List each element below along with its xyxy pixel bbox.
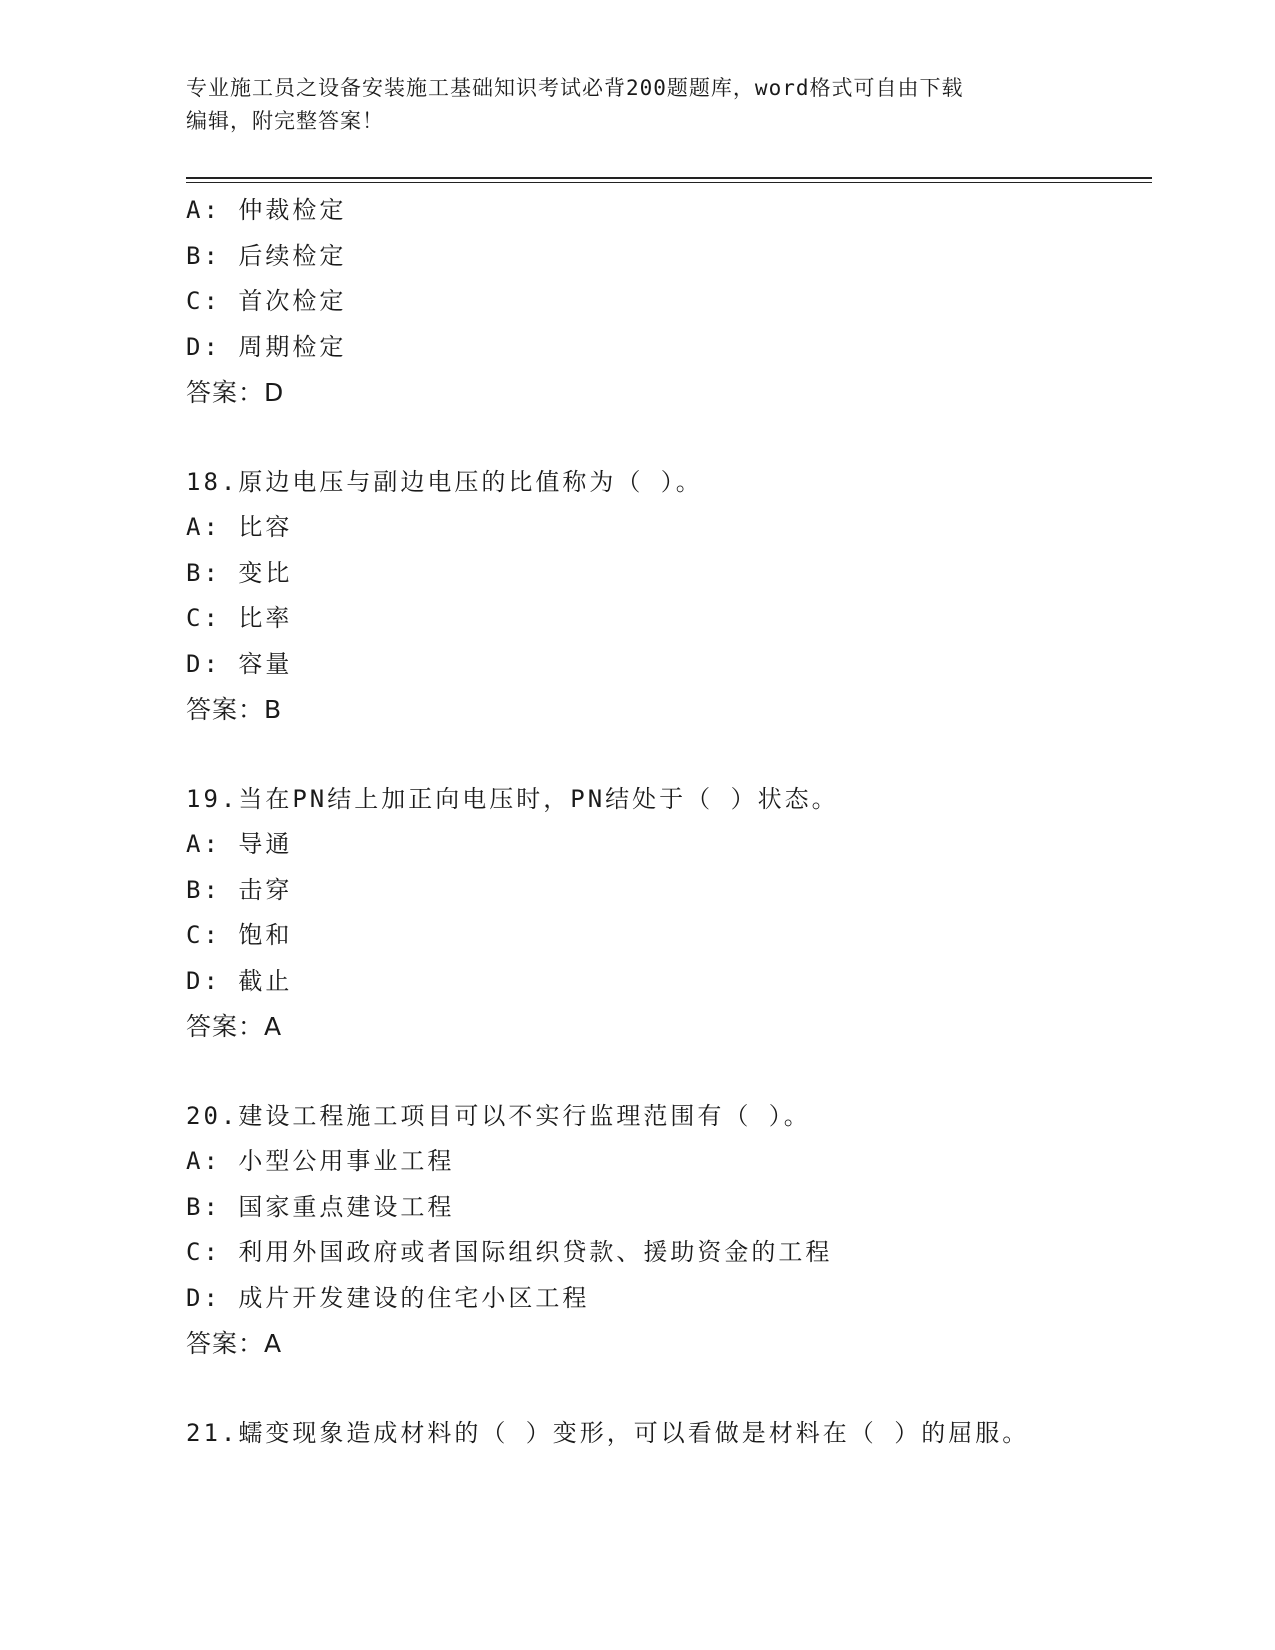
question-17-block [186, 188, 1152, 416]
option-a: A: 仲裁检定 [186, 196, 347, 224]
question-text: 20.建设工程施工项目可以不实行监理范围有（ ）。 [186, 1101, 811, 1130]
question-list [186, 188, 1152, 1456]
option-a: A: 比容 [186, 513, 293, 541]
answer-line: 答案：A [186, 1329, 283, 1358]
question-text: 21.蠕变现象造成材料的（ ）变形，可以看做是材料在（ ）的屈服。 [186, 1418, 1030, 1447]
answer-line: 答案：D [186, 378, 285, 407]
question-text: 18.原边电压与副边电压的比值称为（ ）。 [186, 467, 703, 496]
question-21-block [186, 1411, 1152, 1457]
question-18-block [186, 460, 1152, 733]
option-a: A: 导通 [186, 830, 293, 858]
question-20-block [186, 1094, 1152, 1367]
spacer [186, 1050, 1152, 1094]
option-c: C: 首次检定 [186, 287, 347, 315]
question-19-block [186, 777, 1152, 1050]
option-b: B: 后续检定 [186, 241, 347, 270]
spacer [186, 416, 1152, 460]
option-a: A: 小型公用事业工程 [186, 1147, 455, 1175]
option-d: D: 截止 [186, 966, 293, 995]
option-c: C: 利用外国政府或者国际组织贷款、援助资金的工程 [186, 1238, 833, 1266]
spacer [186, 1367, 1152, 1411]
option-b: B: 变比 [186, 558, 293, 587]
spacer [186, 733, 1152, 777]
header-divider-thick [186, 177, 1152, 179]
header-divider-thin [186, 182, 1152, 183]
question-text: 19.当在PN结上加正向电压时，PN结处于（ ）状态。 [186, 784, 839, 813]
header-line-2: 编辑，附完整答案！ [186, 109, 384, 133]
option-b: B: 击穿 [186, 875, 293, 904]
option-d: D: 成片开发建设的住宅小区工程 [186, 1283, 590, 1312]
option-c: C: 饱和 [186, 921, 293, 949]
option-d: D: 容量 [186, 649, 293, 678]
answer-line: 答案：A [186, 1012, 283, 1041]
option-d: D: 周期检定 [186, 332, 347, 361]
answer-line: 答案：B [186, 695, 283, 724]
option-c: C: 比率 [186, 604, 293, 632]
option-b: B: 国家重点建设工程 [186, 1192, 455, 1221]
document-header [186, 72, 1066, 138]
header-line-1: 专业施工员之设备安装施工基础知识考试必背200题题库，word格式可自由下载 [186, 76, 964, 100]
